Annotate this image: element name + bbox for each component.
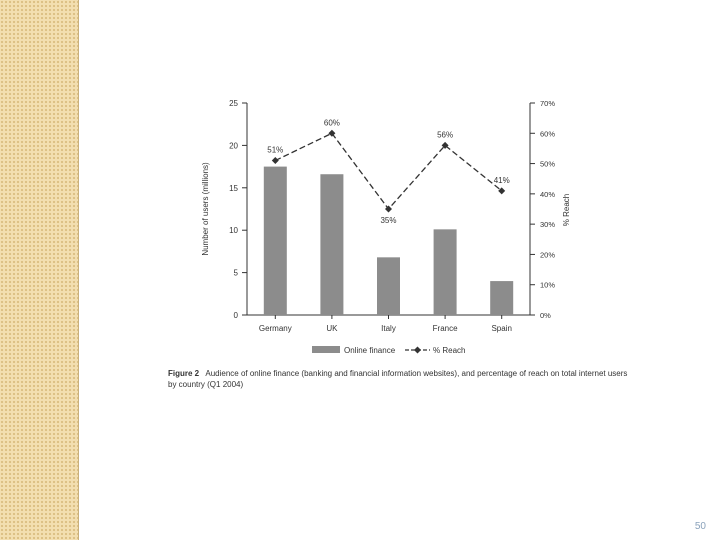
reach-data-label: 51% bbox=[267, 145, 284, 155]
bar-germany bbox=[264, 167, 287, 315]
x-tick-label: Germany bbox=[258, 324, 292, 333]
y2-tick-label: 60% bbox=[540, 129, 556, 139]
bar-uk bbox=[320, 174, 343, 315]
reach-line bbox=[275, 133, 501, 209]
x-tick-label: UK bbox=[326, 324, 338, 333]
bar-italy bbox=[377, 257, 400, 315]
reach-data-label: 35% bbox=[380, 216, 397, 225]
figure-label: Figure 2 bbox=[168, 369, 200, 378]
bar-series bbox=[264, 167, 513, 315]
legend-bar-label: Online finance bbox=[344, 346, 396, 355]
y-axis-label: Number of users (millions) bbox=[201, 162, 210, 256]
y-tick-label: 20 bbox=[229, 141, 238, 151]
y2-tick-label: 30% bbox=[540, 220, 556, 230]
y-tick-label: 25 bbox=[229, 99, 238, 108]
x-tick-label: Italy bbox=[381, 324, 396, 333]
page-number: 50 bbox=[694, 521, 706, 532]
reach-data-label: 56% bbox=[437, 130, 454, 140]
y2-tick-label: 50% bbox=[540, 159, 556, 169]
x-tick-label: Spain bbox=[491, 324, 512, 333]
y2-tick-label: 70% bbox=[540, 99, 556, 108]
reach-point-germany bbox=[272, 157, 279, 164]
y2-tick-label: 20% bbox=[540, 250, 556, 260]
y2-tick-label: 40% bbox=[540, 189, 556, 199]
figure-caption bbox=[168, 368, 638, 390]
y-tick-label: 0 bbox=[233, 311, 238, 320]
reach-line-series bbox=[267, 118, 509, 225]
bar-spain bbox=[490, 281, 513, 315]
reach-data-label: 60% bbox=[323, 118, 340, 128]
x-tick-label: France bbox=[432, 324, 458, 333]
y-tick-label: 5 bbox=[233, 268, 238, 278]
y-tick-label: 10 bbox=[229, 226, 238, 236]
legend-line-marker bbox=[414, 347, 421, 354]
chart-legend bbox=[312, 346, 465, 355]
legend-line-label: % Reach bbox=[433, 346, 466, 355]
y2-tick-label: 0% bbox=[540, 311, 551, 320]
legend-bar-swatch bbox=[312, 346, 340, 353]
figure-caption-text: Audience of online finance (banking and financial information websites), and percentage of reach on total internet users by country (Q1 2004) bbox=[168, 369, 628, 389]
y-tick-label: 15 bbox=[229, 183, 238, 193]
reach-data-label: 41% bbox=[493, 175, 510, 185]
y2-tick-label: 10% bbox=[540, 280, 556, 290]
y2-axis-label: % Reach bbox=[562, 193, 571, 227]
bar-france bbox=[434, 229, 457, 315]
